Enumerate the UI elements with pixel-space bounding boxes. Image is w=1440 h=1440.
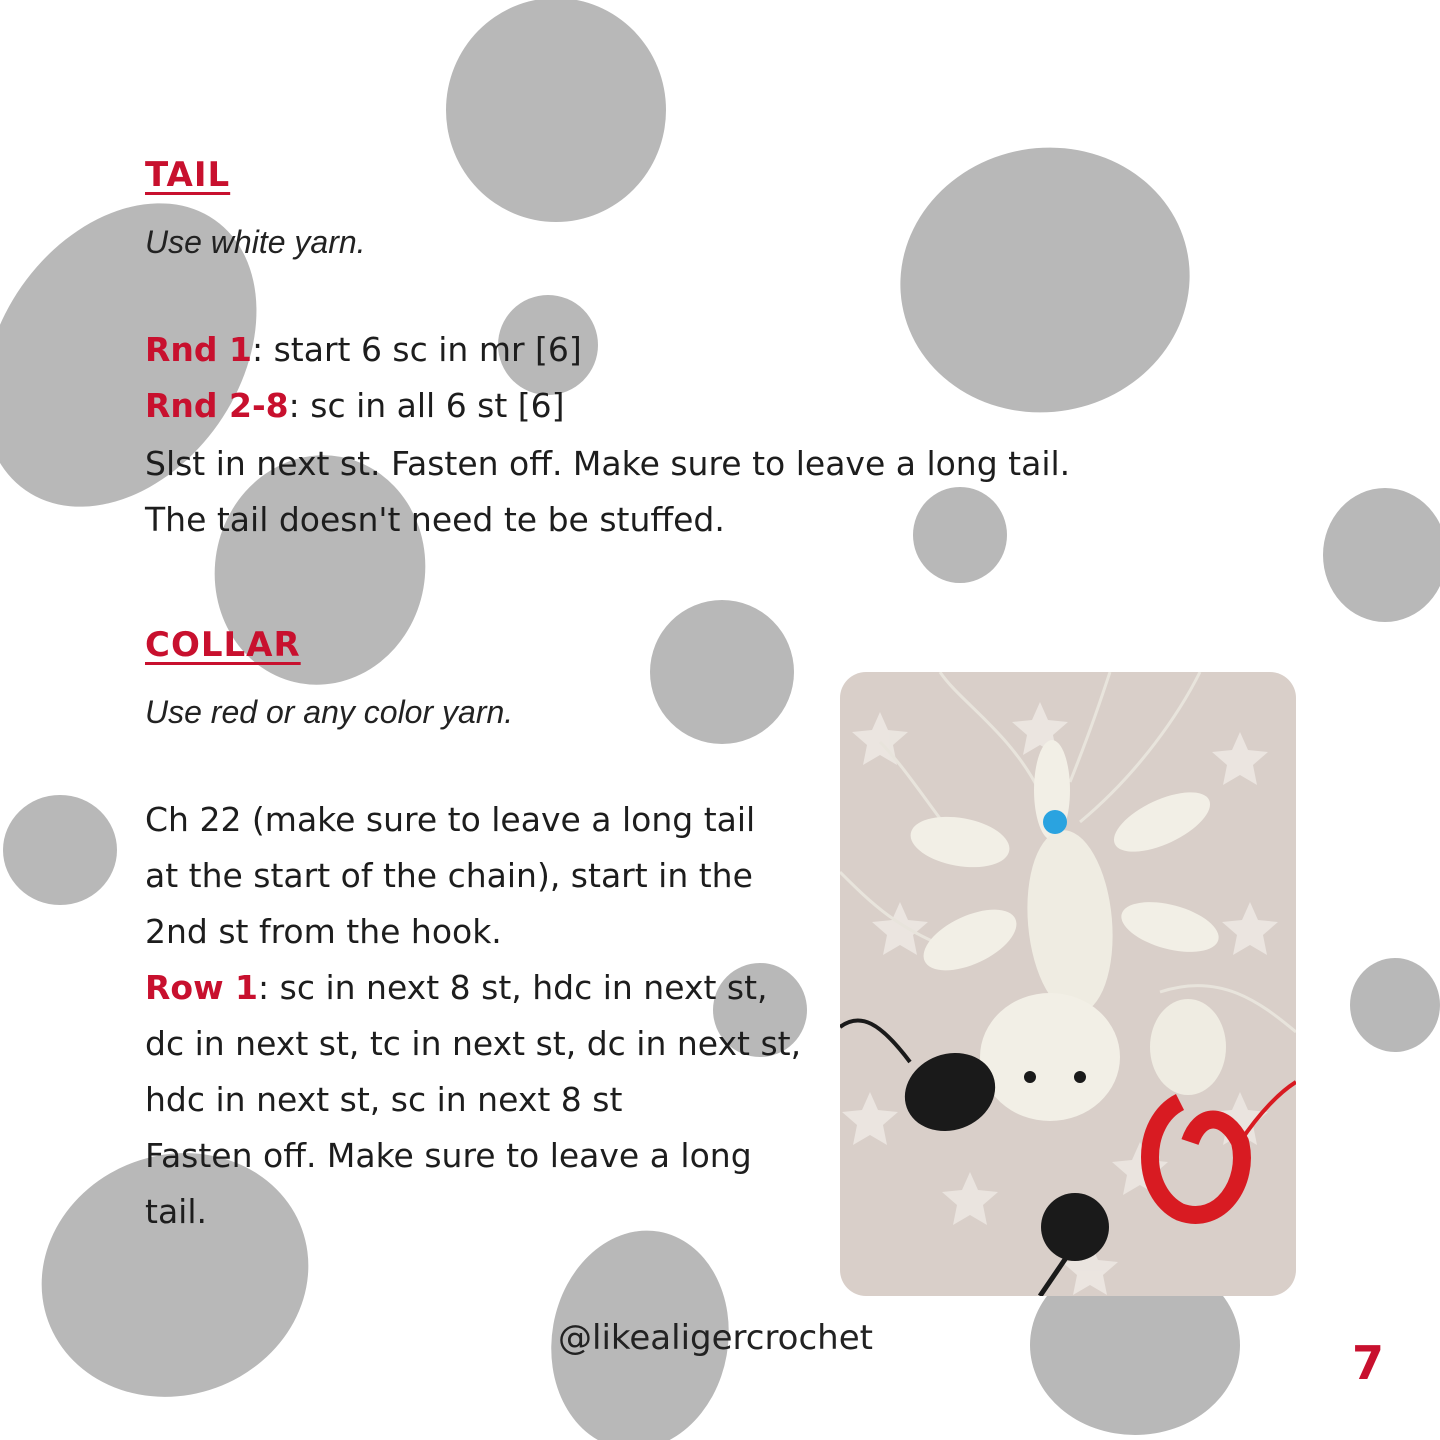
tail-finish-line-1: Slst in next st. Fasten off. Make sure to leave a long tail. <box>145 444 1071 483</box>
rnd2-text: : sc in all 6 st [6] <box>288 386 565 425</box>
collar-ch-line-3: 2nd st from the hook. <box>145 912 502 951</box>
rnd2-label: Rnd 2-8 <box>145 386 289 425</box>
tail-rnd2 <box>145 378 565 434</box>
collar-row1-line-2: dc in next st, tc in next st, dc in next st, <box>145 1024 802 1063</box>
collar-ch-line-1: Ch 22 (make sure to leave a long tail <box>145 800 756 839</box>
collar-heading: COLLAR <box>145 625 301 665</box>
tail-rnd1 <box>145 322 582 378</box>
collar-row1-line-1 <box>145 960 768 1016</box>
row1-label: Row 1 <box>145 968 259 1007</box>
tail-yarn-note: Use white yarn. <box>145 224 366 260</box>
collar-fasten-line-1: Fasten off. Make sure to leave a long <box>145 1136 752 1175</box>
row1-text: : sc in next 8 st, hdc in next st, <box>258 968 768 1007</box>
collar-ch-line-2: at the start of the chain), start in the <box>145 856 753 895</box>
collar-row1-line-3: hdc in next st, sc in next 8 st <box>145 1080 623 1119</box>
rnd1-label: Rnd 1 <box>145 330 252 369</box>
collar-yarn-note: Use red or any color yarn. <box>145 694 514 730</box>
rnd1-text: : start 6 sc in mr [6] <box>251 330 582 369</box>
collar-fasten-line-2: tail. <box>145 1192 207 1231</box>
page-number: 7 <box>1352 1336 1385 1390</box>
social-handle: @likealigercrochet <box>558 1318 873 1358</box>
tail-finish-line-2: The tail doesn't need te be stuffed. <box>145 500 725 539</box>
tail-heading: TAIL <box>145 155 231 195</box>
